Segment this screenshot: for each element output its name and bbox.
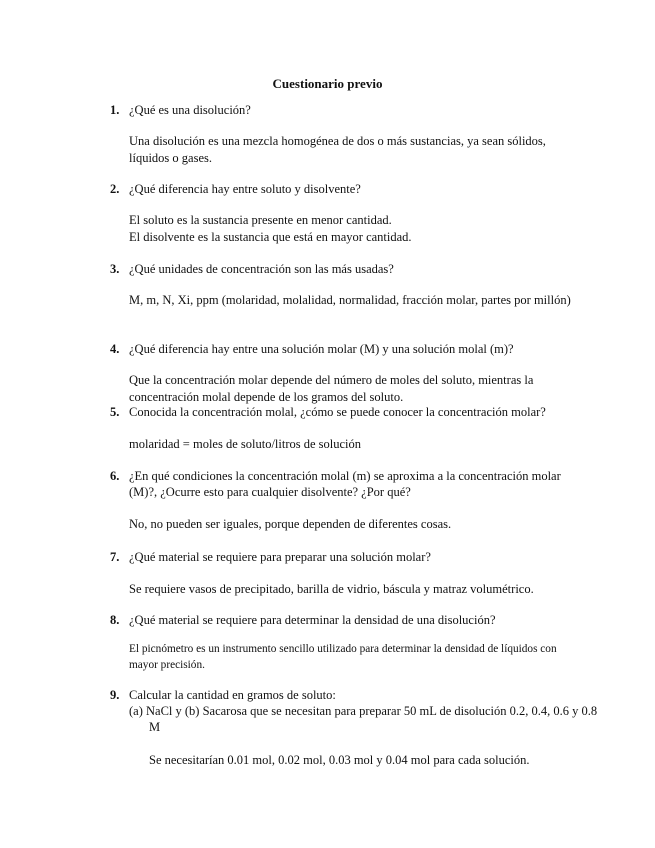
question-8 (110, 612, 580, 628)
answer-8: El picnómetro es un instrumento sencillo utilizado para determinar la densidad de líquidos con mayor precisión. (129, 643, 557, 671)
answer-1: Una disolución es una mezcla homogénea de dos o más sustancias, ya sean sólidos, líquidos o gases. (129, 134, 546, 165)
question-6 (110, 468, 580, 500)
answer-line: El soluto es la sustancia presente en menor cantidad. (129, 213, 392, 227)
question-text: ¿Qué material se requiere para determinar la densidad de una disolución? (129, 613, 496, 627)
question-text: ¿En qué condiciones la concentración molal (m) se aproxima a la concentración molar (M)?, ¿Ocurre esto para cualquier disolvente? ¿Por qué? (129, 469, 561, 499)
question-2 (110, 181, 580, 197)
question-4 (110, 341, 580, 357)
question-text: Calcular la cantidad en gramos de soluto: (129, 688, 336, 702)
question-5 (110, 404, 580, 420)
question-9-subpart: (a) NaCl y (b) Sacarosa que se necesitan para preparar 50 mL de disolución 0.2, 0.4, 0.6 y 0.8 M (129, 704, 598, 734)
question-number: 7. (110, 550, 120, 564)
answer-6: No, no pueden ser iguales, porque dependen de diferentes cosas. (129, 517, 452, 531)
page-title: Cuestionario previo (272, 76, 383, 91)
question-number: 8. (110, 613, 120, 627)
answer-3: M, m, N, Xi, ppm (molaridad, molalidad, normalidad, fracción molar, partes por millón) (129, 293, 571, 307)
question-text: Conocida la concentración molal, ¿cómo se puede conocer la concentración molar? (129, 405, 546, 419)
answer-7: Se requiere vasos de precipitado, barilla de vidrio, báscula y matraz volumétrico. (129, 582, 534, 596)
question-number: 5. (110, 405, 120, 419)
answer-4: Que la concentración molar depende del número de moles del soluto, mientras la concentración molal depende de los gramos del soluto. (129, 373, 534, 404)
question-number: 9. (110, 688, 120, 702)
answer-line: El disolvente es la sustancia que está en mayor cantidad. (129, 230, 412, 244)
question-text: ¿Qué unidades de concentración son las más usadas? (129, 262, 394, 276)
question-7 (110, 549, 580, 565)
question-text: ¿Qué diferencia hay entre una solución molar (M) y una solución molal (m)? (129, 342, 514, 356)
question-text: ¿Qué material se requiere para preparar una solución molar? (129, 550, 431, 564)
question-text: ¿Qué diferencia hay entre soluto y disolvente? (129, 182, 361, 196)
question-number: 3. (110, 262, 120, 276)
answer-2 (129, 212, 579, 246)
question-number: 2. (110, 182, 120, 196)
question-number: 4. (110, 342, 120, 356)
question-1 (110, 102, 580, 118)
answer-5: molaridad = moles de soluto/litros de solución (129, 437, 362, 451)
question-text: ¿Qué es una disolución? (129, 103, 251, 117)
question-9 (110, 687, 580, 703)
question-number: 1. (110, 103, 120, 117)
question-3 (110, 261, 580, 277)
question-number: 6. (110, 469, 120, 483)
answer-9: Se necesitarían 0.01 mol, 0.02 mol, 0.03 mol y 0.04 mol para cada solución. (149, 753, 530, 767)
